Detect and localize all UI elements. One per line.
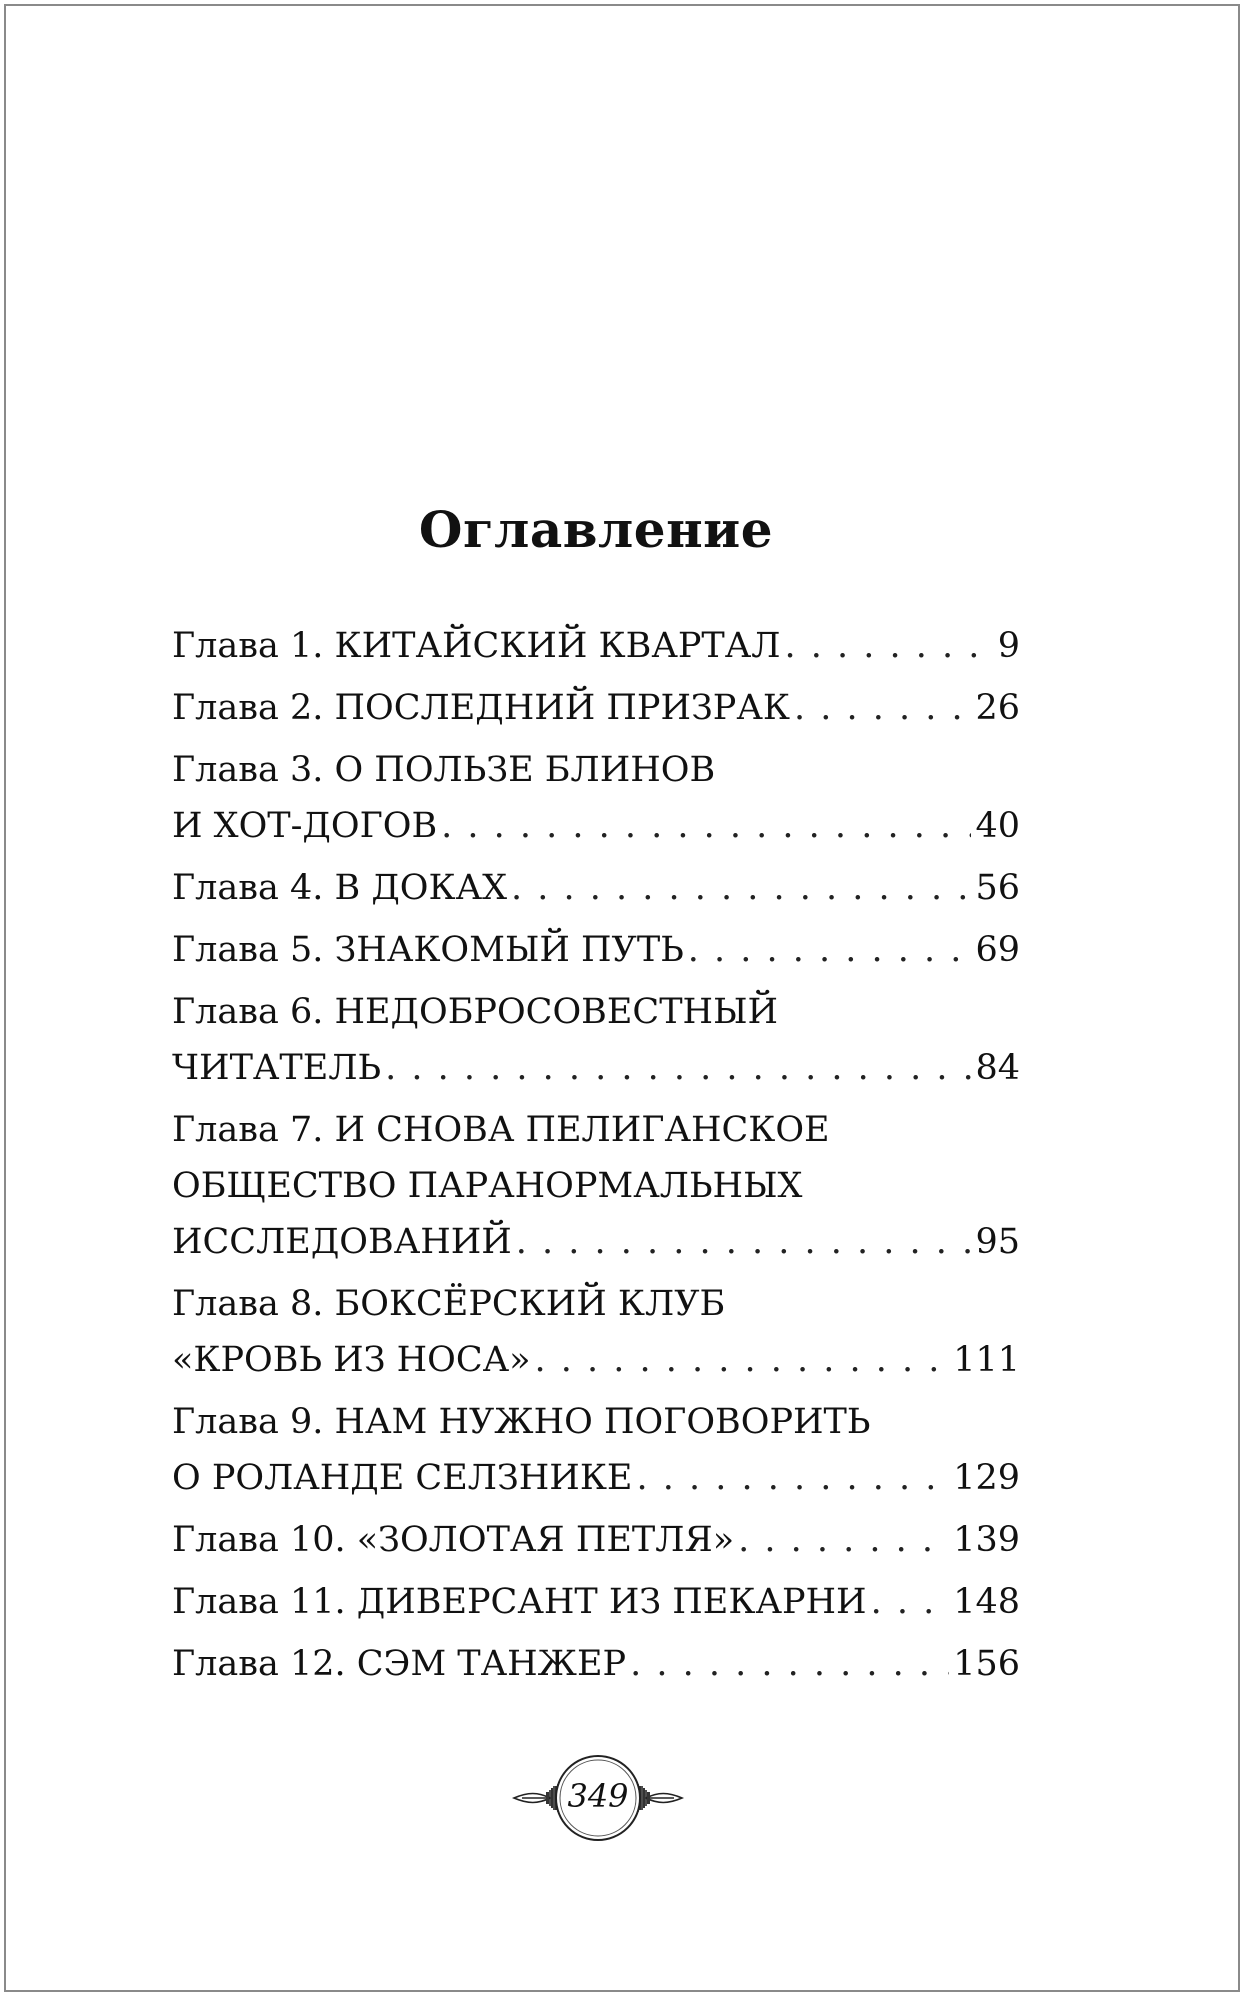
toc-entry-title: Глава 10. «ЗОЛОТАЯ ПЕТЛЯ»	[172, 1520, 735, 1560]
toc-entry-title: Глава 7. И СНОВА ПЕЛИГАНСКОЕ	[172, 1110, 830, 1150]
toc-entry	[172, 984, 1020, 1096]
toc-entry-line	[172, 1450, 1020, 1506]
toc-entry-line	[172, 1276, 1020, 1332]
toc-entry-title: Глава 2. ПОСЛЕДНИЙ ПРИЗРАК	[172, 688, 790, 728]
toc-entry-title: Глава 11. ДИВЕРСАНТ ИЗ ПЕКАРНИ	[172, 1582, 867, 1622]
toc-entry-title: И ХОТ-ДОГОВ	[172, 806, 438, 846]
toc-entry-line	[172, 1332, 1020, 1388]
dot-leader	[871, 1574, 950, 1630]
toc-entry-page: 40	[975, 806, 1020, 846]
toc-entry-title: Глава 6. НЕДОБРОСОВЕСТНЫЙ	[172, 992, 779, 1032]
toc-entry-title: Глава 12. СЭМ ТАНЖЕР	[172, 1644, 627, 1684]
toc-entry-page: 111	[953, 1340, 1020, 1380]
toc-entry-title: О РОЛАНДЕ СЕЛЗНИКЕ	[172, 1458, 633, 1498]
toc-entry	[172, 1512, 1020, 1568]
dot-leader	[535, 1332, 950, 1388]
toc-entry-title: ЧИТАТЕЛЬ	[172, 1048, 382, 1088]
page-title: Оглавление	[418, 500, 774, 559]
toc-entry-line	[172, 680, 1020, 736]
toc-entry	[172, 742, 1020, 854]
toc-entry	[172, 860, 1020, 916]
toc-entry	[172, 922, 1020, 978]
toc-entry-title: Глава 4. В ДОКАХ	[172, 868, 507, 908]
toc-entry-title: ИССЛЕДОВАНИЙ	[172, 1222, 512, 1262]
toc-entry-title: Глава 8. БОКСЁРСКИЙ КЛУБ	[172, 1284, 726, 1324]
toc-entry-line	[172, 1158, 1020, 1214]
dot-leader	[630, 1636, 949, 1692]
toc-entry	[172, 1394, 1020, 1506]
toc-entry	[172, 1102, 1020, 1270]
toc-entry	[172, 680, 1020, 736]
toc-entry-line	[172, 1214, 1020, 1270]
page-number-badge	[508, 1748, 688, 1848]
toc-entry-page: 56	[975, 868, 1020, 908]
toc-entry	[172, 1276, 1020, 1388]
dot-leader	[794, 680, 972, 736]
toc-entry-page: 156	[953, 1644, 1020, 1684]
toc-entry-title: Глава 9. НАМ НУЖНО ПОГОВОРИТЬ	[172, 1402, 871, 1442]
toc-entry-page: 26	[975, 688, 1020, 728]
table-of-contents	[172, 618, 1020, 1698]
toc-entry-line	[172, 618, 1020, 674]
toc-entry-title: «КРОВЬ ИЗ НОСА»	[172, 1340, 531, 1380]
toc-entry-line	[172, 922, 1020, 978]
dot-leader	[738, 1512, 949, 1568]
page-number: 349	[567, 1777, 629, 1815]
toc-entry-line	[172, 1102, 1020, 1158]
toc-entry-line	[172, 1040, 1020, 1096]
dot-leader	[688, 922, 972, 978]
dot-leader	[516, 1214, 972, 1270]
toc-entry	[172, 1574, 1020, 1630]
toc-entry-page: 139	[953, 1520, 1020, 1560]
toc-entry-line	[172, 1574, 1020, 1630]
dot-leader	[441, 798, 971, 854]
dot-leader	[511, 860, 971, 916]
toc-entry-line	[172, 984, 1020, 1040]
dot-leader	[784, 618, 993, 674]
dot-leader	[385, 1040, 971, 1096]
toc-entry-title: Глава 1. КИТАЙСКИЙ КВАРТАЛ	[172, 626, 781, 666]
toc-entry-line	[172, 860, 1020, 916]
toc-entry-page: 9	[997, 626, 1020, 666]
toc-entry-title: ОБЩЕСТВО ПАРАНОРМАЛЬНЫХ	[172, 1166, 803, 1206]
toc-entry-title: Глава 3. О ПОЛЬЗЕ БЛИНОВ	[172, 750, 716, 790]
toc-entry-page: 148	[953, 1582, 1020, 1622]
toc-entry-line	[172, 1512, 1020, 1568]
dot-leader	[636, 1450, 949, 1506]
toc-entry	[172, 618, 1020, 674]
toc-entry-title: Глава 5. ЗНАКОМЫЙ ПУТЬ	[172, 930, 684, 970]
toc-entry-line	[172, 1636, 1020, 1692]
toc-entry-page: 95	[975, 1222, 1020, 1262]
toc-entry-line	[172, 1394, 1020, 1450]
toc-entry-page: 69	[975, 930, 1020, 970]
toc-entry-page: 84	[975, 1048, 1020, 1088]
toc-entry-page: 129	[953, 1458, 1020, 1498]
toc-entry-line	[172, 742, 1020, 798]
toc-entry	[172, 1636, 1020, 1692]
toc-entry-line	[172, 798, 1020, 854]
